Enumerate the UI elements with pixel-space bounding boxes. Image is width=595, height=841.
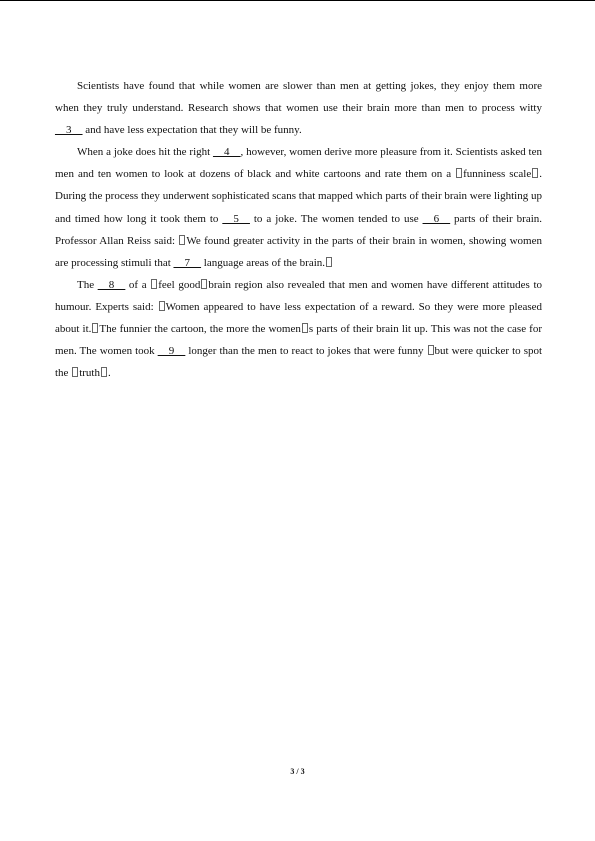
blank-7: __7__ bbox=[173, 256, 202, 269]
missing-glyph-icon bbox=[201, 279, 207, 289]
passage bbox=[55, 75, 542, 384]
missing-glyph-icon bbox=[302, 323, 308, 333]
text: Women appeared to have less expectation of a reward. So they were more pleased about it. bbox=[55, 300, 542, 336]
missing-glyph-icon bbox=[456, 168, 462, 178]
text: longer than the men to react to jokes that were funny bbox=[188, 345, 424, 358]
top-rule bbox=[0, 0, 595, 1]
text: Scientists have found that while women are slower than men at getting jokes, they enjoy them more when they truly understand. Research shows that women use their brain more than men to process witty bbox=[55, 80, 542, 115]
blank-6: __6__ bbox=[422, 212, 451, 225]
missing-glyph-icon bbox=[428, 345, 434, 355]
missing-glyph-icon bbox=[92, 323, 98, 333]
missing-glyph-icon bbox=[532, 168, 538, 178]
text: s parts of their brain lit up. This was not the case for men. The women took bbox=[55, 323, 542, 358]
missing-glyph-icon bbox=[101, 367, 107, 377]
blank-9: __9__ bbox=[157, 345, 186, 358]
text: to a joke. The women tended to use bbox=[253, 212, 419, 225]
paragraph-1 bbox=[55, 75, 542, 141]
text: but were quicker to spot the bbox=[55, 345, 543, 380]
text: truth bbox=[79, 367, 100, 380]
missing-glyph-icon bbox=[159, 301, 165, 311]
missing-glyph-icon bbox=[72, 367, 78, 377]
text: We found greater activity in the parts of their brain in women, showing women are processing stimuli that bbox=[55, 234, 542, 269]
text: brain region also revealed that men and women have different attitudes to humour. Experts said: bbox=[55, 278, 542, 313]
page-number: 3 / 3 bbox=[290, 767, 305, 776]
text: and have less expectation that they will be funny. bbox=[85, 124, 302, 137]
text: The bbox=[77, 278, 95, 291]
missing-glyph-icon bbox=[179, 235, 185, 245]
text: parts of their brain. Professor Allan Reiss said: bbox=[55, 212, 543, 247]
text: language areas of the brain. bbox=[203, 256, 326, 269]
paragraph-2 bbox=[55, 141, 542, 274]
text: When a joke does hit the right bbox=[77, 146, 211, 159]
missing-glyph-icon bbox=[151, 279, 157, 289]
blank-8: __8__ bbox=[97, 278, 126, 291]
text: . During the process they underwent sophisticated scans that mapped which parts of their brain were lighting up and timed how long it took them to bbox=[55, 168, 542, 225]
missing-glyph-icon bbox=[326, 257, 332, 267]
blank-5: __5__ bbox=[222, 212, 250, 225]
text: The funnier the cartoon, the more the women bbox=[99, 323, 301, 336]
blank-4: __4__ bbox=[213, 146, 241, 159]
text: funniness scale bbox=[463, 168, 532, 181]
paragraph-3 bbox=[55, 274, 542, 384]
text: , however, women derive more pleasure from it. Scientists asked ten men and ten women to look at dozens of black and white cartoons and rate them on a bbox=[55, 146, 543, 181]
blank-3: __3__ bbox=[55, 124, 83, 137]
text: feel good bbox=[158, 278, 201, 291]
text: of a bbox=[128, 278, 147, 291]
text: . bbox=[107, 367, 111, 380]
